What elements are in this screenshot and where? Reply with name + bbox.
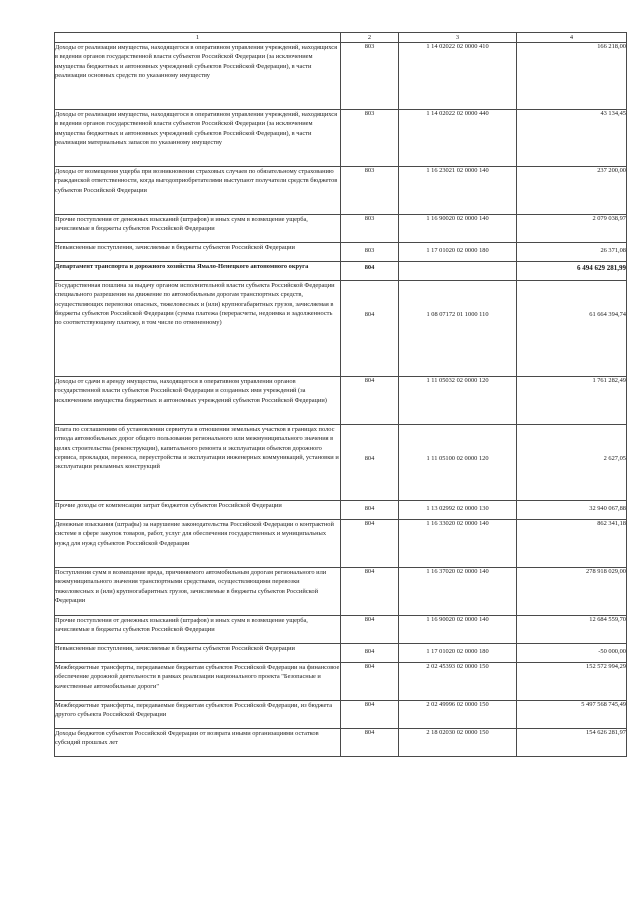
table-row [55, 729, 627, 757]
table-row [55, 568, 627, 616]
admin-code: 804 [341, 262, 399, 281]
admin-code: 804 [341, 520, 399, 568]
amount: 12 684 559,70 [517, 616, 627, 644]
amount: 26 371,08 [517, 243, 627, 262]
row-description: Межбюджетные трансферты, передаваемые бюджетам субъектов Российской Федерации на финансовое обеспечение дорожной деятельности в рамках реализации национального проекта "Безопасные и качественные автомобильные дороги" [55, 663, 341, 701]
column-header: 1 [55, 33, 341, 43]
admin-code: 804 [341, 568, 399, 616]
table-row [55, 167, 627, 215]
row-description: Прочие поступления от денежных взысканий (штрафов) и иных сумм в возмещение ущерба, зачисляемые в бюджеты субъектов Российской Федерации [55, 616, 341, 644]
amount: 862 341,18 [517, 520, 627, 568]
table-row [55, 701, 627, 729]
budget-classification-code: 1 13 02992 02 0000 130 [399, 501, 517, 520]
table-row [55, 425, 627, 501]
row-description: Государственная пошлина за выдачу органом исполнительной власти субъекта Российской Федерации специального разрешения на движение по автомобильным дорогам транспортных средств, осуществляющих перевозки опасных, тяжеловесных и (или) крупногабаритных грузов, зачисляемая в бюджеты субъектов Российской Федерации (сумма платежа (перерасчеты, недоимка и задолженность по соответствующему платежу, в том числе по отмененному) [55, 281, 341, 377]
budget-classification-code: 1 16 23021 02 0000 140 [399, 167, 517, 215]
budget-classification-code [399, 262, 517, 281]
row-description: Доходы от сдачи в аренду имущества, находящегося в оперативном управлении органов государственной власти субъектов Российской Федерации и созданных ими учреждений (за исключением имущества бюджетных и автономных учреждений субъектов Российской Федерации) [55, 377, 341, 425]
table-row [55, 616, 627, 644]
row-description: Межбюджетные трансферты, передаваемые бюджетам субъектов Российской Федерации, из бюджета другого субъекта Российской Федерации [55, 701, 341, 729]
budget-classification-code: 1 14 02022 02 0000 410 [399, 43, 517, 110]
budget-classification-code: 1 11 05032 02 0000 120 [399, 377, 517, 425]
budget-classification-code: 2 02 45393 02 0000 150 [399, 663, 517, 701]
budget-classification-code: 1 16 33020 02 0000 140 [399, 520, 517, 568]
row-description: Невыясненные поступления, зачисляемые в бюджеты субъектов Российской Федерации [55, 243, 341, 262]
amount: -50 000,00 [517, 644, 627, 663]
admin-code: 803 [341, 43, 399, 110]
amount: 278 918 029,00 [517, 568, 627, 616]
amount: 2 079 038,97 [517, 215, 627, 243]
admin-code: 803 [341, 167, 399, 215]
admin-code: 804 [341, 377, 399, 425]
table-row [55, 377, 627, 425]
table-row [55, 644, 627, 663]
table-row [55, 663, 627, 701]
budget-classification-code: 2 18 02030 02 0000 150 [399, 729, 517, 757]
admin-code: 804 [341, 501, 399, 520]
department-total-row [55, 262, 627, 281]
row-description: Поступления сумм в возмещение вреда, причиняемого автомобильным дорогам регионального или межмуниципального значения транспортными средствами, осуществляющими перевозки тяжеловесных и (или) крупногабаритных грузов, зачисляемые в бюджеты субъектов Российской Федерации [55, 568, 341, 616]
budget-classification-code: 1 17 01020 02 0000 180 [399, 644, 517, 663]
department-total-amount: 6 494 629 281,99 [517, 262, 627, 281]
column-header: 3 [399, 33, 517, 43]
amount: 1 761 282,49 [517, 377, 627, 425]
row-description: Прочие поступления от денежных взысканий (штрафов) и иных сумм в возмещение ущерба, зачисляемые в бюджеты субъектов Российской Федерации [55, 215, 341, 243]
admin-code: 804 [341, 663, 399, 701]
table-row [55, 501, 627, 520]
table-row [55, 520, 627, 568]
document-sheet [54, 32, 626, 757]
amount: 152 572 994,29 [517, 663, 627, 701]
budget-classification-code: 2 02 49996 02 0000 150 [399, 701, 517, 729]
amount: 237 200,00 [517, 167, 627, 215]
row-description: Доходы от реализации имущества, находящегося в оперативном управлении учреждений, находящихся в ведении органов государственной власти субъектов Российской Федерации (за исключением имущества бюджетных и автономных учреждений субъектов Российской Федерации), в части реализации основных средств по указанному имуществу [55, 43, 341, 110]
table-row [55, 110, 627, 167]
budget-classification-code: 1 16 90020 02 0000 140 [399, 616, 517, 644]
department-name: Департамент транспорта и дорожного хозяйства Ямало-Ненецкого автономного округа [55, 262, 341, 281]
row-description: Доходы бюджетов субъектов Российской Федерации от возврата иными организациями остатков субсидий прошлых лет [55, 729, 341, 757]
admin-code: 804 [341, 281, 399, 377]
budget-classification-code: 1 17 01020 02 0000 180 [399, 243, 517, 262]
row-description: Денежные взыскания (штрафы) за нарушение законодательства Российской Федерации о контрактной системе в сфере закупок товаров, работ, услуг для обеспечения государственных и муниципальных нужд для нужд субъектов Российской Федерации [55, 520, 341, 568]
table-row [55, 281, 627, 377]
row-description: Доходы от реализации имущества, находящегося в оперативном управлении учреждений, находящихся в ведении органов государственной власти субъектов Российской Федерации (за исключением имущества бюджетных и автономных учреждений субъектов Российской Федерации), в части реализации материальных запасов по указанному имуществу [55, 110, 341, 167]
admin-code: 804 [341, 644, 399, 663]
amount: 32 940 067,88 [517, 501, 627, 520]
column-header: 4 [517, 33, 627, 43]
amount: 61 664 394,74 [517, 281, 627, 377]
amount: 43 134,45 [517, 110, 627, 167]
column-header: 2 [341, 33, 399, 43]
admin-code: 804 [341, 701, 399, 729]
table-row [55, 243, 627, 262]
budget-classification-code: 1 16 90020 02 0000 140 [399, 215, 517, 243]
budget-classification-code: 1 16 37020 02 0000 140 [399, 568, 517, 616]
admin-code: 804 [341, 425, 399, 501]
table-row [55, 215, 627, 243]
admin-code: 803 [341, 110, 399, 167]
budget-classification-code: 1 11 05100 02 0000 120 [399, 425, 517, 501]
budget-classification-code: 1 14 02022 02 0000 440 [399, 110, 517, 167]
row-description: Невыясненные поступления, зачисляемые в бюджеты субъектов Российской Федерации [55, 644, 341, 663]
row-description: Плата по соглашениям об установлении сервитута в отношении земельных участков в границах полос отвода автомобильных дорог общего пользования регионального или межмуниципального значения в целях строительства (реконструкции), капитального ремонта и эксплуатации объектов дорожного сервиса, прокладки, переноса, переустройства и эксплуатации инженерных коммуникаций, установки и эксплуатации рекламных конструкций [55, 425, 341, 501]
revenue-table [54, 32, 627, 757]
amount: 166 218,00 [517, 43, 627, 110]
table-row [55, 43, 627, 110]
amount: 2 627,05 [517, 425, 627, 501]
row-description: Доходы от возмещения ущерба при возникновении страховых случаев по обязательному страхованию гражданской ответственности, когда выгодоприобретателями выступают получатели средств бюджетов субъектов Российской Федерации [55, 167, 341, 215]
admin-code: 803 [341, 215, 399, 243]
admin-code: 804 [341, 616, 399, 644]
admin-code: 804 [341, 729, 399, 757]
admin-code: 803 [341, 243, 399, 262]
amount: 5 497 568 745,49 [517, 701, 627, 729]
table-header-row [55, 33, 627, 43]
row-description: Прочие доходы от компенсации затрат бюджетов субъектов Российской Федерации [55, 501, 341, 520]
budget-classification-code: 1 08 07172 01 1000 110 [399, 281, 517, 377]
amount: 154 626 281,97 [517, 729, 627, 757]
